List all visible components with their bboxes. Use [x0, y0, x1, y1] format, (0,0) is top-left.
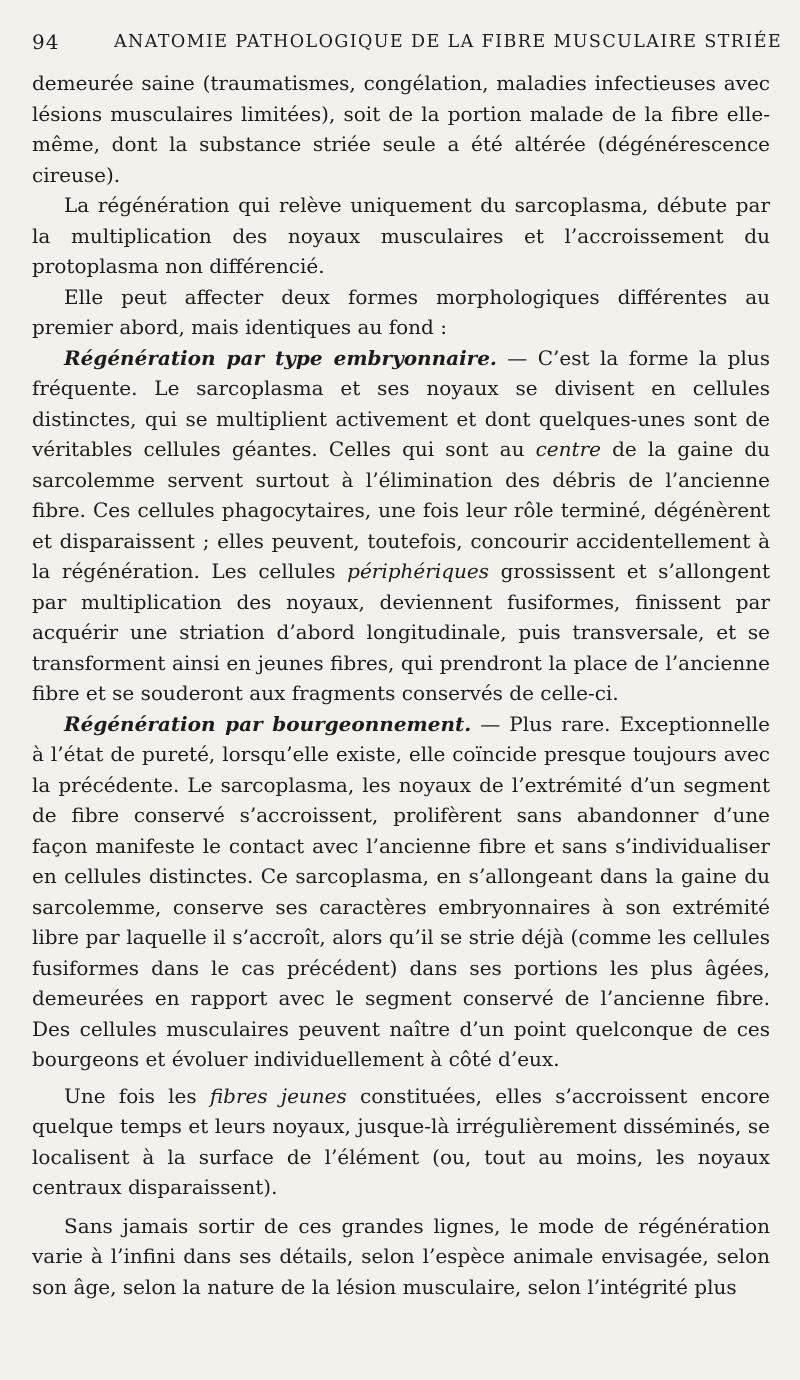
text-run: — C’est la forme la plus fréquente. Le sarcoplasma et ses noyaux se divisent en cellules distinctes, qui se multiplient activement et dont quelques-unes sont de véritables cellules géantes. Celles qui sont au	[32, 345, 770, 461]
emphasis-peripheriques: périphériques	[347, 559, 489, 583]
text-run: constituées, elles s’accroissent encore quelque temps et leurs noyaux, jusque-là irrégulièrement disséminés, se localisent à la surface de l’élément (ou, tout au moins, les noyaux centraux disparaissent).	[32, 1083, 770, 1199]
paragraph-continuation: demeurée saine (traumatismes, congélation, maladies infectieuses avec lésions musculaires limitées), soit de la portion malade de la fibre elle-même, dont la substance striée seule a été altérée (dégénérescence cireuse).	[32, 71, 770, 187]
emphasis-centre: centre	[535, 437, 601, 461]
section-title-embryonic: Régénération par type embryonnaire.	[64, 345, 497, 370]
paragraph-regeneration-intro: La régénération qui relève uniquement du sarcoplasma, débute par la multiplication des noyaux musculaires et l’accroissement du protoplasma non différencié.	[32, 193, 770, 278]
page-header	[32, 30, 783, 62]
paragraph-variation: Sans jamais sortir de ces grandes lignes, le mode de régénération varie à l’infini dans ses détails, selon l’espèce animale envisagée, selon son âge, selon la nature de la lésion musculaire, selon l’intégrité plus	[32, 1213, 770, 1299]
text-run: de la gaine du sarcolemme servent surtout à l’élimination des débris de l’ancienne fibre. Ces cellules phagocytaires, une fois leur rôle terminé, dégénèrent et disparaissent ; elles peuvent, toutefois, concourir accidentellement à la régénération. Les cellules	[32, 437, 771, 583]
paragraph-two-forms: Elle peut affecter deux formes morphologiques différentes au premier abord, mais identiques au fond :	[32, 284, 770, 339]
emphasis-fibres-jeunes: fibres jeunes	[209, 1083, 347, 1108]
text-run: grossissent et s’allongent par multiplication des noyaux, deviennent fusiformes, finissent par acquérir une striation d’abord longitudinale, puis transversale, et se transforment ainsi en jeunes fibres, qui prendront la place de l’ancienne fibre et se souderont aux fragments conservés de celle-ci.	[32, 559, 771, 705]
paragraph-budding	[32, 709, 770, 1075]
text-run: Une fois les	[64, 1083, 210, 1108]
paragraph-embryonic-type	[32, 343, 770, 709]
text-run: — Plus rare. Exceptionnelle à l’état de pureté, lorsqu’elle existe, elle coïncide presque toujours avec la précédente. Le sarcoplasma, les noyaux de l’extrémité d’un segment de fibre conservé s’accroissent, prolifèrent sans abandonner d’une façon manifeste le contact avec l’ancienne fibre et sans s’individualiser en cellules distinctes. Ce sarcoplasma, en s’allongeant dans la gaine du sarcolemme, conserve ses caractères embryonnaires à son extrémité libre par laquelle il s’accroît, alors qu’il se strie déjà (comme les cellules fusiformes dans le cas précédent) dans ses portions les plus âgées, demeurées en rapport avec le segment conservé de l’ancienne fibre. Des cellules musculaires peuvent naître d’un point quelconque de ces bourgeons et évoluer individuellement à côté d’eux.	[32, 711, 770, 1071]
running-title: ANATOMIE PATHOLOGIQUE DE LA FIBRE MUSCULAIRE STRIÉE	[114, 32, 783, 52]
section-title-budding: Régénération par bourgeonnement.	[64, 711, 472, 736]
body-text	[32, 68, 770, 1302]
page-number: 94	[32, 30, 60, 54]
paragraph-young-fibres	[32, 1081, 770, 1203]
